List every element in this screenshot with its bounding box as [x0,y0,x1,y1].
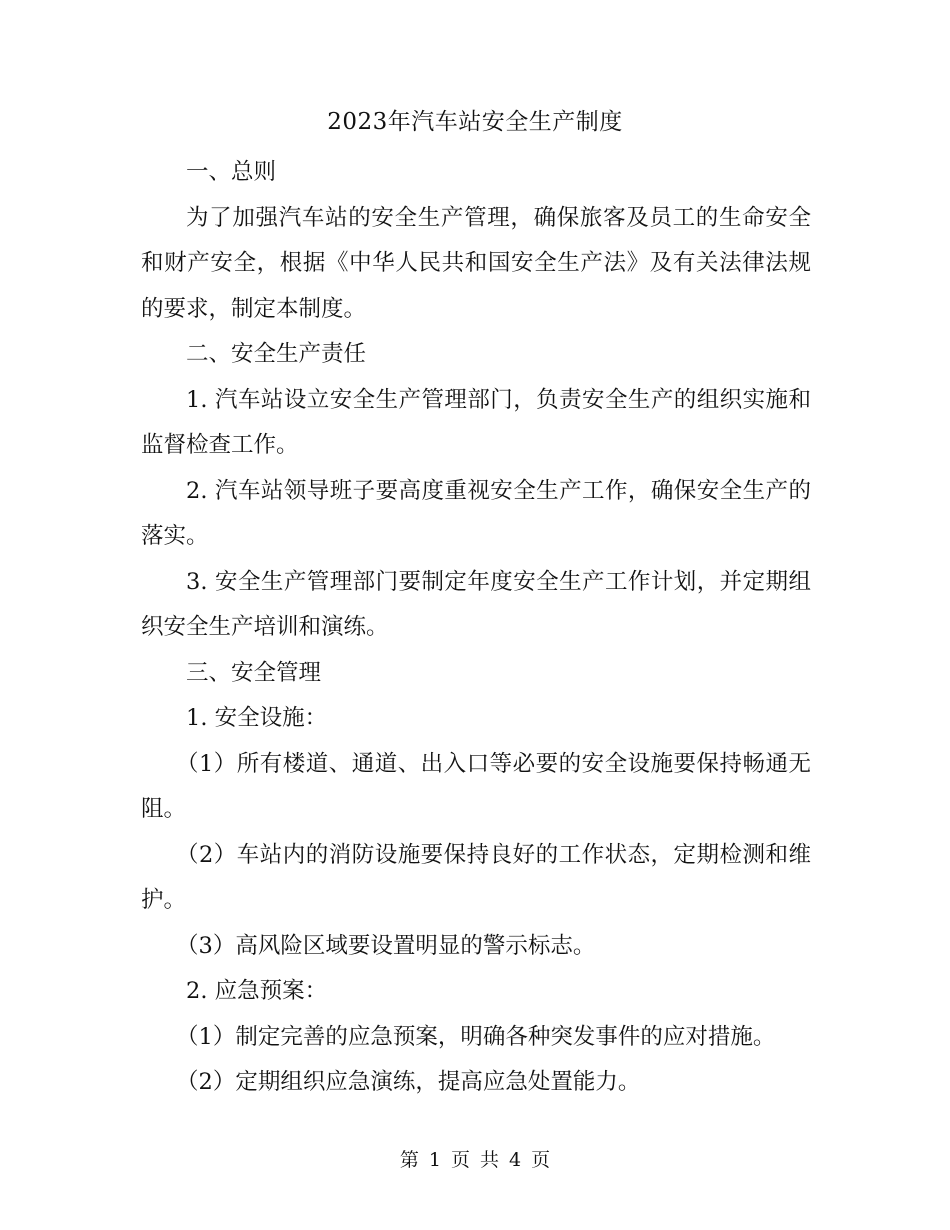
document-title: 2023年汽车站安全生产制度 [327,109,623,135]
sub-item-facilities-3: （3）高风险区域要设置明显的警示标志。 [176,932,596,959]
sub-item-facilities-2: （2）车站内的消防设施要保持良好的工作状态，定期检测和维护。 [141,841,811,913]
section-heading-management: 三、安全管理 [186,659,322,686]
sub-item-facilities-1: （1）所有楼道、通道、出入口等必要的安全设施要保持畅通无阻。 [141,750,811,822]
section-heading-responsibility: 二、安全生产责任 [186,341,367,367]
list-item-responsibility-2: 2. 汽车站领导班子要高度重视安全生产工作，确保安全生产的落实。 [141,477,811,549]
list-item-responsibility-3: 3. 安全生产管理部门要制定年度安全生产工作计划，并定期组织安全生产培训和演练。 [141,568,811,640]
sub-item-emergency-1: （1）制定完善的应急预案，明确各种突发事件的应对措施。 [176,1023,776,1050]
list-item-safety-facilities: 1. 安全设施： [186,705,328,731]
paragraph-purpose: 为了加强汽车站的安全生产管理，确保旅客及员工的生命安全和财产安全，根据《中华人民共和国安全生产法》及有关法律法规的要求，制定本制度。 [141,204,811,322]
sub-item-emergency-2: （2）定期组织应急演练，提高应急处置能力。 [176,1069,641,1095]
list-item-responsibility-1: 1. 汽车站设立安全生产管理部门，负责安全生产的组织实施和监督检查工作。 [141,386,811,458]
document-body [141,150,811,1106]
list-item-emergency-plan: 2. 应急预案： [186,978,328,1004]
page-number-footer: 第 1 页 共 4 页 [399,1149,551,1171]
section-heading-general: 一、总则 [186,159,277,185]
